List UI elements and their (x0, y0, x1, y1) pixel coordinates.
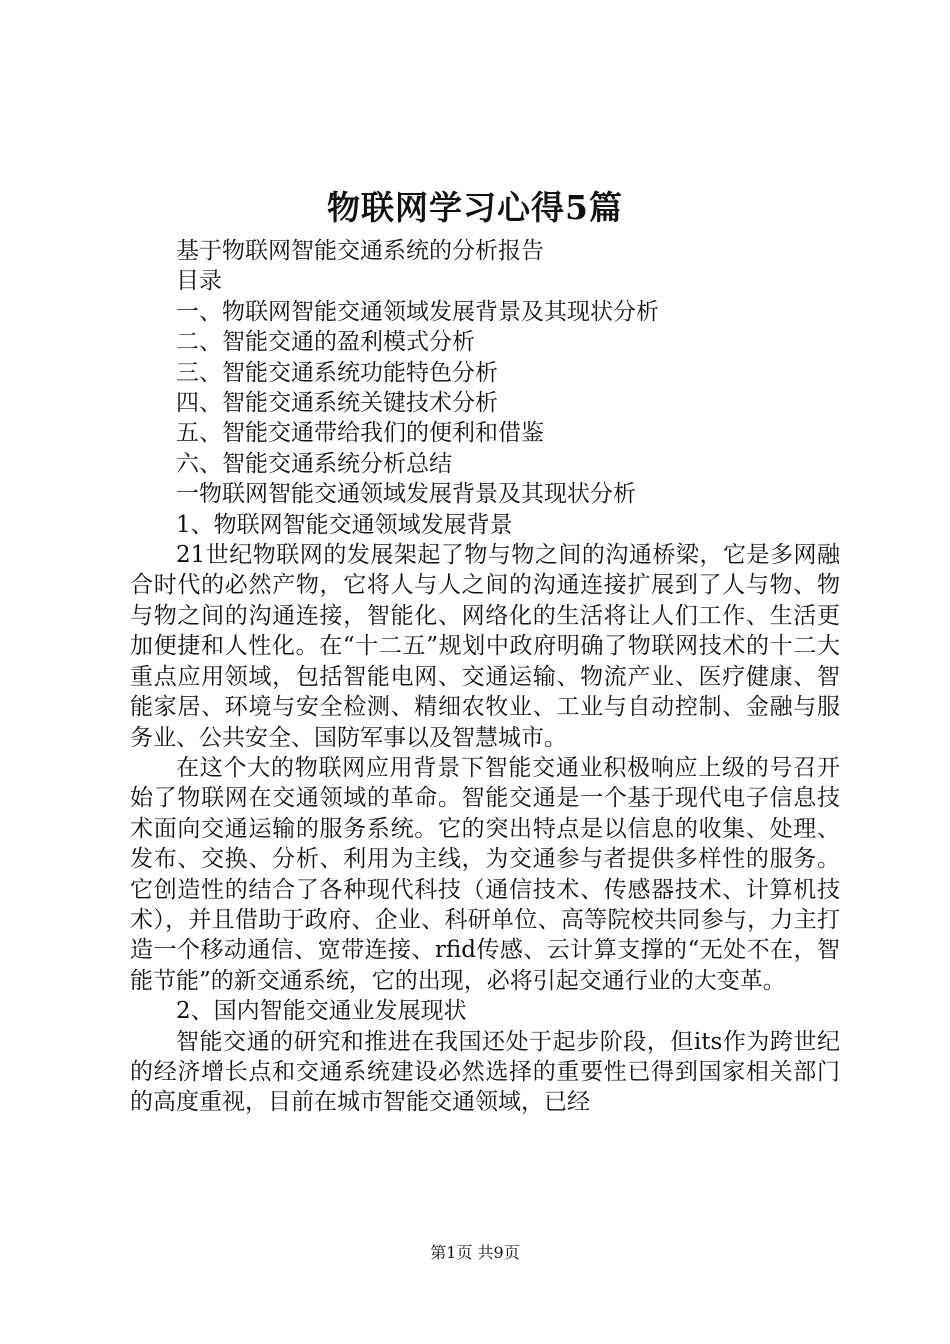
subsection-heading-2: 2、国内智能交通业发展现状 (176, 998, 467, 1025)
toc-item-6: 六、智能交通系统分析总结 (176, 450, 452, 477)
body-paragraph-1: 21世纪物联网的发展架起了物与物之间的沟通桥梁，它是多网融合时代的必然产物，它将人与人之间的沟通连接扩展到了人与物、物与物之间的沟通连接，智能化、网络化的生活将让人们工作、生活更加便捷和人性化。在“十二五”规划中政府明确了物联网技术的十二大重点应用领域，包括智能电网、交通运输、物流产业、医疗健康、智能家居、环境与安全检测、精细农牧业、工业与自动控制、金融与服务业、公共安全、国防军事以及智慧城市。 (130, 542, 840, 751)
toc-item-1: 一、物联网智能交通领域发展背景及其现状分析 (176, 298, 659, 325)
subsection-heading-1: 1、物联网智能交通领域发展背景 (176, 511, 513, 538)
toc-item-4: 四、智能交通系统关键技术分析 (176, 390, 498, 417)
body-paragraph-3: 智能交通的研究和推进在我国还处于起步阶段，但its作为跨世纪的经济增长点和交通系统建设必然选择的重要性已得到国家相关部门的高度重视，目前在城市智能交通领域，已经 (130, 1028, 840, 1116)
document-body (130, 236, 840, 1118)
document-title: 物联网学习心得5篇 (327, 188, 623, 227)
toc-item-5: 五、智能交通带给我们的便利和借鉴 (176, 420, 544, 447)
section-heading: 一物联网智能交通领域发展背景及其现状分析 (176, 481, 636, 508)
page-number-footer: 第1页 共9页 (430, 1243, 520, 1262)
toc-item-2: 二、智能交通的盈利模式分析 (176, 329, 475, 356)
toc-heading: 目录 (176, 268, 222, 295)
body-paragraph-2: 在这个大的物联网应用背景下智能交通业积极响应上级的号召开始了物联网在交通领域的革命。智能交通是一个基于现代电子信息技术面向交通运输的服务系统。它的突出特点是以信息的收集、处理、发布、交换、分析、利用为主线，为交通参与者提供多样性的服务。它创造性的结合了各种现代科技（通信技术、传感器技术、计算机技术），并且借助于政府、企业、科研单位、高等院校共同参与，力主打造一个移动通信、宽带连接、rfid传感、云计算支撑的“无处不在，智能节能”的新交通系统，它的出现，必将引起交通行业的大变革。 (130, 754, 840, 994)
toc-item-3: 三、智能交通系统功能特色分析 (176, 359, 498, 386)
report-title-line: 基于物联网智能交通系统的分析报告 (176, 238, 544, 264)
